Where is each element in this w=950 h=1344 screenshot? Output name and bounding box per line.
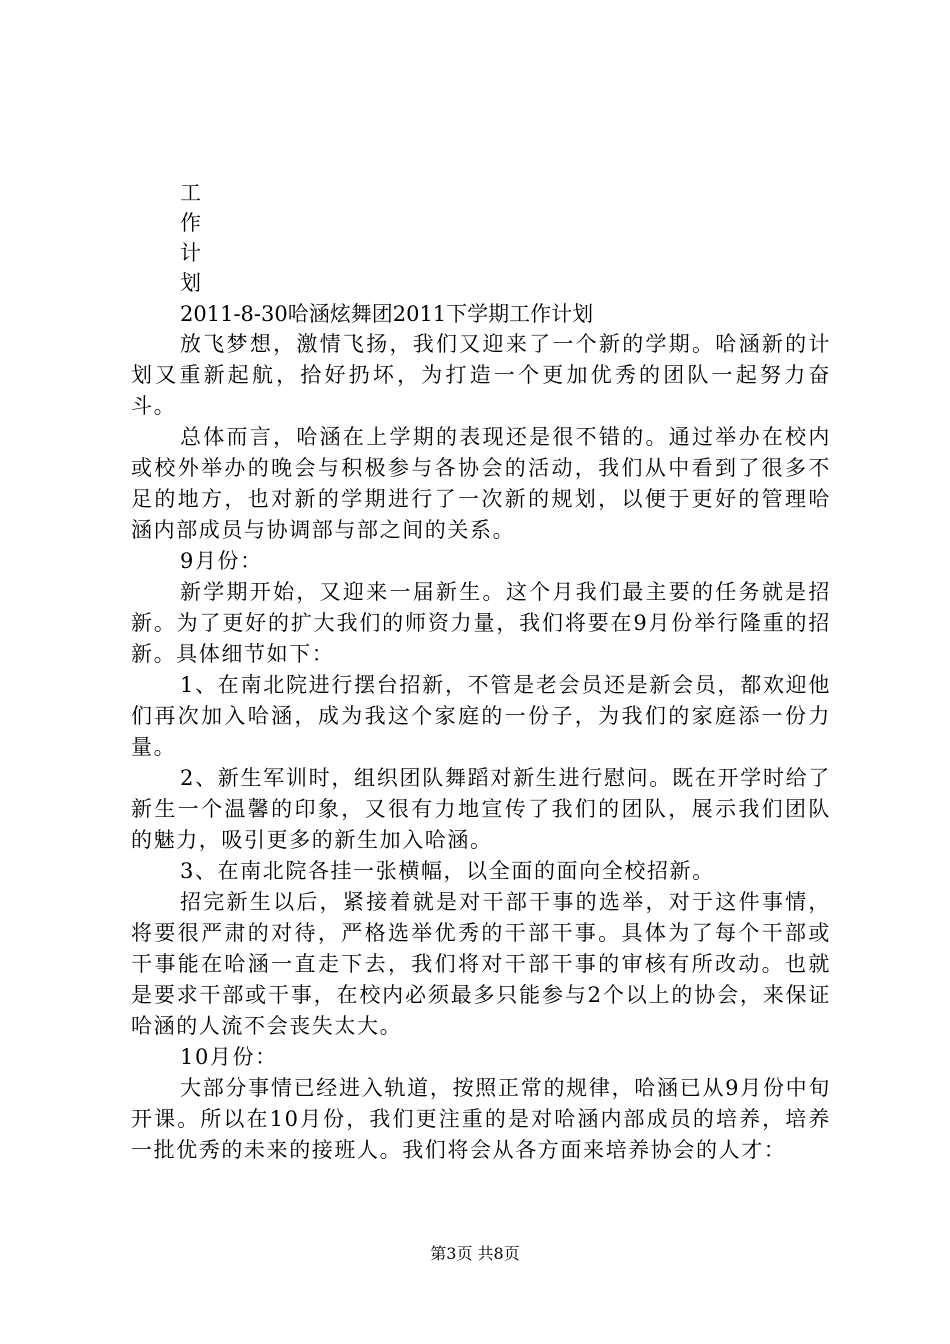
list-item-3: 3、在南北院各挂一张横幅，以全面的面向全校招新。 — [180, 859, 715, 883]
vertical-title-char: 划 — [180, 271, 201, 295]
list-item-2: 2、新生军训时，组织团队舞蹈对新生进行慰问。既在开学时给了新生一个温馨的印象，又很有力地宣传了我们的团队，展示我们团队的魅力，吸引更多的新生加入哈涵。 — [131, 766, 831, 852]
summary-paragraph: 总体而言，哈涵在上学期的表现还是很不错的。通过举办在校内或校外举办的晚会与积极参与各协会的活动，我们从中看到了很多不足的地方，也对新的学期进行了一次新的规划，以便于更好的管理哈涵内部成员与协调部与部之间的关系。 — [131, 425, 831, 542]
election-paragraph: 招完新生以后，紧接着就是对干部干事的选举，对于这件事情，将要很严肃的对待，严格选举优秀的干部干事。具体为了每个干部或干事能在哈涵一直走下去，我们将对干部干事的审核有所改动。也就是要求干部或干事，在校内必须最多只能参与2个以上的协会，来保证哈涵的人流不会丧失太大。 — [131, 890, 831, 1038]
october-paragraph: 大部分事情已经进入轨道，按照正常的规律，哈涵已从9月份中旬开课。所以在10月份，我们更注重的是对哈涵内部成员的培养，培养一批优秀的未来的接班人。我们将会从各方面来培养协会的人才： — [131, 1076, 831, 1162]
vertical-title-char: 作 — [180, 211, 201, 235]
month-heading-september: 9月份： — [180, 549, 263, 573]
document-body — [131, 329, 831, 1166]
page-footer: 第3页 共8页 — [430, 1244, 520, 1263]
september-paragraph: 新学期开始，又迎来一届新生。这个月我们最主要的任务就是招新。为了更好的扩大我们的师资力量，我们将要在9月份举行隆重的招新。具体细节如下： — [131, 580, 831, 666]
month-heading-october: 10月份： — [180, 1045, 278, 1069]
vertical-title-char: 计 — [180, 241, 201, 265]
vertical-title-char: 工 — [180, 181, 201, 205]
vertical-title — [180, 178, 210, 298]
intro-paragraph: 放飞梦想，激情飞扬，我们又迎来了一个新的学期。哈涵新的计划又重新起航，拾好扔坏，为打造一个更加优秀的团队一起努力奋斗。 — [131, 332, 831, 418]
list-item-1: 1、在南北院进行摆台招新，不管是老会员还是新会员，都欢迎他们再次加入哈涵，成为我这个家庭的一份子，为我们的家庭添一份力量。 — [131, 673, 831, 759]
document-heading: 2011-8-30哈涵炫舞团2011下学期工作计划 — [180, 302, 594, 326]
